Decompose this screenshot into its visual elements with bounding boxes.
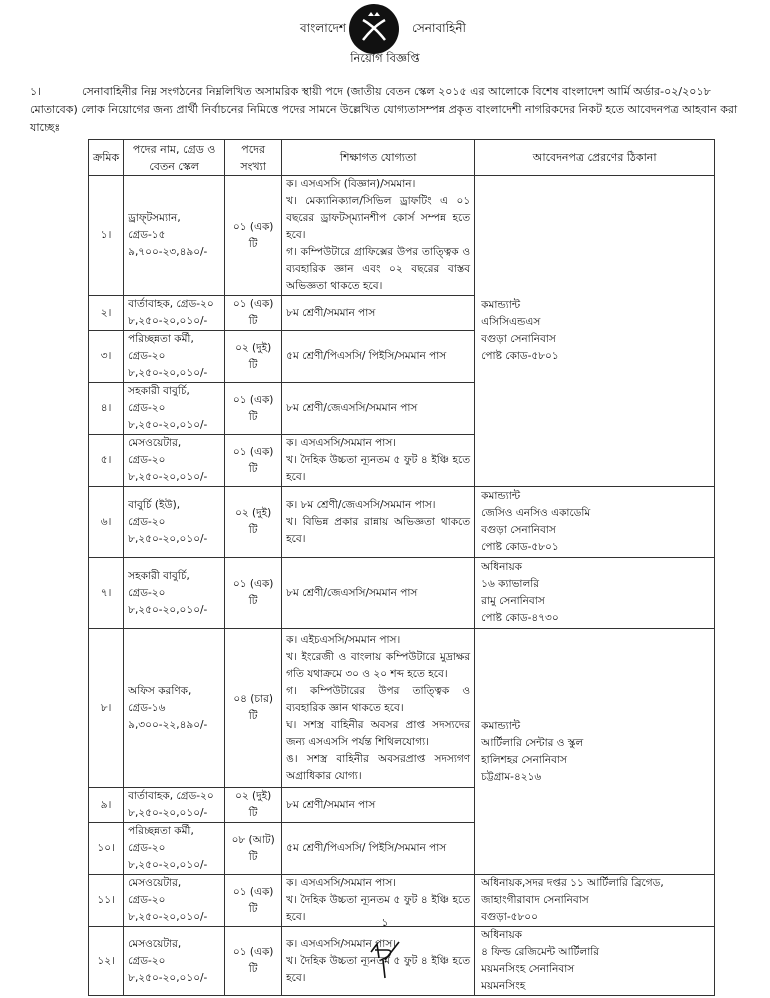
serial-cell <box>89 331 124 383</box>
post-name: মেসওয়েটার, গ্রেড-২০ <box>128 437 182 466</box>
table-row <box>89 176 715 296</box>
serial-number: ৭। <box>100 586 112 599</box>
post-count: ০১ (এক) টি <box>232 445 274 475</box>
qualification-cell <box>282 788 475 823</box>
serial-cell <box>89 788 124 823</box>
address-line: বগুড়া-৫৮০০ <box>481 911 538 923</box>
post-cell <box>124 823 225 875</box>
serial-cell <box>89 487 124 558</box>
qualification-cell <box>282 383 475 435</box>
address-cell <box>475 629 715 875</box>
qualification-item: ক। ৮ম শ্রেণী/জেএসসি/সমমান পাস। <box>286 498 436 511</box>
serial-number: ৫। <box>100 454 112 466</box>
address-line: ১৬ ক্যাভালরি <box>481 578 540 590</box>
serial-number: ২। <box>100 306 112 319</box>
header-serial: ক্রমিক <box>89 140 124 176</box>
header-address: আবেদনপত্র প্রেরণের ঠিকানা <box>475 140 715 176</box>
post-cell <box>124 176 225 296</box>
qualification-item: ক। এসএসসি/সমমান পাস। <box>286 877 397 889</box>
address-line: কমান্ড্যান্ট <box>481 719 521 732</box>
pay-scale: ৮,২৫০-২০,০১০/- <box>128 807 208 819</box>
address-line: পোষ্ট কোড-৪৭৩০ <box>481 612 559 624</box>
post-name: সহকারী বাবুর্চি, গ্রেড-২০ <box>128 569 190 599</box>
address-line: জেসিও এনসিও একাডেমি <box>481 507 591 519</box>
qualification-item: খ। বিভিন্ন প্রকার রান্নায় অভিজ্ঞতা থাকতে হবে। <box>286 515 471 545</box>
post-count: ০২ (দুই) টি <box>235 341 272 371</box>
address-line: অধিনায়ক <box>481 929 522 941</box>
pay-scale: ৯,৭০০-২৩,৪৯০/- <box>128 246 208 258</box>
qualification-item: ঙ। সশস্ত্র বাহিনীর অবসরপ্রাপ্ত সদস্যগণ অগ্রাধিকার যোগ্য। <box>286 752 471 782</box>
count-cell <box>225 823 282 875</box>
count-cell <box>225 331 282 383</box>
intro-number: ১। <box>30 85 42 98</box>
post-cell <box>124 558 225 629</box>
serial-number: ৩। <box>100 350 112 362</box>
address-line: পোষ্ট কোড-৫৮০১ <box>481 541 559 553</box>
address-line: অধিনায়ক <box>481 561 522 573</box>
qualification-cell <box>282 558 475 629</box>
post-cell <box>124 383 225 435</box>
army-emblem-icon <box>349 4 399 54</box>
count-cell <box>225 558 282 629</box>
qualification-cell <box>282 629 475 788</box>
table-row <box>89 629 715 788</box>
qualification-item: গ। কম্পিউটারের উপর তাত্ত্বিক ও ব্যবহারিক জ্ঞান থাকতে হবে। <box>286 684 471 714</box>
count-cell <box>225 629 282 788</box>
qualification-cell <box>282 435 475 487</box>
pay-scale: ৮,২৫০-২০,০১০/- <box>128 603 208 616</box>
address-line: হালিশহর সেনানিবাস <box>481 753 567 766</box>
serial-cell <box>89 927 124 996</box>
post-name: বার্তাবাহক, গ্রেড-২০ <box>128 298 214 310</box>
post-count: ০১ (এক) টি <box>232 946 274 975</box>
address-line: বগুড়া সেনানিবাস <box>481 524 556 536</box>
post-name: অফিস করণিক, গ্রেড-১৬ <box>128 684 192 714</box>
count-cell <box>225 176 282 296</box>
serial-cell <box>89 176 124 296</box>
post-cell <box>124 487 225 558</box>
qualification-cell <box>282 487 475 558</box>
address-line: কমান্ড্যান্ট <box>481 299 521 311</box>
serial-number: ৯। <box>100 798 112 811</box>
pay-scale: ৮,২৫০-২০,০১০/- <box>128 315 208 327</box>
post-count: ০১ (এক) টি <box>232 298 274 327</box>
post-count: ০১ (এক) টি <box>232 885 274 915</box>
post-name: ড্রাফ্‌টসম্যান, গ্রেড-১৫ <box>128 212 181 241</box>
address-line: অধিনায়ক,সদর দপ্তর ১১ আর্টিলারি ব্রিগেড, <box>481 877 664 889</box>
address-line: ৪ ফিল্ড রেজিমেন্ট আর্টিলারি <box>481 946 600 958</box>
signature-icon <box>365 932 405 982</box>
pay-scale: ৮,২৫০-২০,০১০/- <box>128 911 208 923</box>
serial-cell <box>89 558 124 629</box>
address-cell <box>475 487 715 558</box>
qualification-item: ৮ম শ্রেণী/সমমান পাস <box>286 306 376 319</box>
post-count: ০১ (এক) টি <box>232 578 274 607</box>
pay-scale: ৮,২৫০-২০,০১০/- <box>128 367 208 379</box>
address-line: এসিসিএন্ডএস <box>481 316 541 328</box>
header-post: পদের নাম, গ্রেড ও বেতন স্কেল <box>124 140 225 176</box>
post-cell <box>124 435 225 487</box>
qualification-item: ৫ম শ্রেণী/পিএসসি/ পিইসি/সমমান পাস <box>286 842 447 854</box>
qualification-item: খ। দৈহিক উচ্চতা ন্যূনতম ৫ ফুট ৪ ইঞ্চি হতে হবে। <box>286 894 471 923</box>
qualification-item: ক। এসএসসি/সমমান পাস। <box>286 937 397 950</box>
address-line: ময়মনসিংহ সেনানিবাস <box>481 963 575 975</box>
intro-text: সেনাবাহিনীর নিম্ন সংগঠনের নিম্নলিখিত অসামরিক স্থায়ী পদে (জাতীয় বেতন স্কেল ২০১৫ এর আলোকে বিশেষ বাংলাদেশ আর্মি অর্ডার-০২/২০১৮ মোতাবেক) লোক নিয়োগের জন্য প্রার্থী নির্বাচনের নিমিত্তে পদের সামনে উল্লেখিত যোগ্যতাসম্পন্ন প্রকৃত বাংলাদেশী নাগরিকদের নিকট হতে আবেদনপত্র আহবান করা যাচ্ছেঃ <box>30 85 738 134</box>
table-row <box>89 487 715 558</box>
qualification-item: ৫ম শ্রেণী/পিএসসি/ পিইসি/সমমান পাস <box>286 350 447 362</box>
address-line: জাহাংগীরাবাদ সেনানিবাস <box>481 894 589 906</box>
pay-scale: ৮,২৫০-২০,০১০/- <box>128 859 208 871</box>
post-count: ০২ (দুই) টি <box>235 790 272 819</box>
serial-number: ১০। <box>97 842 115 854</box>
qualification-item: ক। এইচএসসি/সমমান পাস। <box>286 633 401 646</box>
address-line: আর্টিলারি সেন্টার ও স্কুল <box>481 736 584 749</box>
post-cell <box>124 927 225 996</box>
pay-scale: ৮,২৫০-২০,০১০/- <box>128 532 208 545</box>
serial-number: ৪। <box>100 402 112 414</box>
address-line: রামু সেনানিবাস <box>481 595 545 607</box>
address-cell <box>475 176 715 487</box>
post-count: ০২ (দুই) টি <box>235 507 272 536</box>
qualification-item: ঘ। সশস্ত্র বাহিনীর অবসর প্রাপ্ত সদস্যদের জন্য এসএসসি পর্যন্ত শিথিলযোগ্য। <box>286 718 471 748</box>
qualification-cell <box>282 331 475 383</box>
header-count: পদের সংখ্যা <box>225 140 282 176</box>
address-line: চট্টগ্রাম-৪২১৬ <box>481 770 542 783</box>
post-cell <box>124 296 225 331</box>
qualification-cell <box>282 176 475 296</box>
qualification-item: খ। দৈহিক উচ্চতা ন্যূনতম ৫ ফুট ৪ ইঞ্চি হতে হবে। <box>286 954 471 984</box>
count-cell <box>225 487 282 558</box>
count-cell <box>225 296 282 331</box>
serial-number: ৮। <box>100 701 112 714</box>
post-cell <box>124 331 225 383</box>
count-cell <box>225 927 282 996</box>
serial-cell <box>89 383 124 435</box>
address-cell <box>475 927 715 996</box>
post-name: মেসওয়েটার, গ্রেড-২০ <box>128 937 182 967</box>
pay-scale: ৯,৩০০-২২,৪৯০/- <box>128 718 208 731</box>
post-name: বার্তাবাহক, গ্রেড-২০ <box>128 790 214 802</box>
qualification-item: ক। এসএসসি (বিজ্ঞান)/সমমান। <box>286 178 416 190</box>
qualification-item: ৮ম শ্রেণী/জেএসসি/সমমান পাস <box>286 586 418 599</box>
serial-cell <box>89 435 124 487</box>
address-line: ময়মনসিংহ <box>481 980 526 992</box>
address-cell <box>475 558 715 629</box>
post-count: ০১ (এক) টি <box>232 220 274 250</box>
header-left-text: বাংলাদেশ <box>300 21 346 35</box>
qualification-item: খ। মেক্যানিক্যাল/সিভিল ড্রাফটিং এ ০১ বছরের ড্রাফটস্‌ম্যানশীপ কোর্স সম্পন্ন হতে হবে। <box>286 195 471 241</box>
count-cell <box>225 383 282 435</box>
serial-number: ৬। <box>100 515 112 528</box>
header-qualification: শিক্ষাগত যোগ্যতা <box>282 140 475 176</box>
qualification-item: ৮ম শ্রেণী/জেএসসি/সমমান পাস <box>286 402 418 414</box>
qualification-cell <box>282 823 475 875</box>
post-name: বাবুর্চি (ইউ), গ্রেড-২০ <box>128 498 181 528</box>
address-line: বগুড়া সেনানিবাস <box>481 333 556 345</box>
post-count: ০৮ (আট) টি <box>231 833 275 863</box>
serial-number: ১১। <box>97 894 115 906</box>
count-cell <box>225 435 282 487</box>
table-row <box>89 558 715 629</box>
post-name: মেসওয়েটার, গ্রেড-২০ <box>128 877 182 906</box>
pay-scale: ৮,২৫০-২০,০১০/- <box>128 971 208 984</box>
post-cell <box>124 788 225 823</box>
pay-scale: ৮,২৫০-২০,০১০/- <box>128 471 208 483</box>
intro-paragraph <box>30 83 742 137</box>
qualification-item: খ। দৈহিক উচ্চতা ন্যূনতম ৫ ফুট ৪ ইঞ্চি হতে হবে। <box>286 454 471 483</box>
post-name: পরিচ্ছন্নতা কর্মী, গ্রেড-২০ <box>128 825 194 854</box>
qualification-item: গ। কম্পিউটারে গ্রাফিক্সের উপর তাত্ত্বিক ও ব্যবহারিক জ্ঞান এবং ০২ বছরের বাস্তব অভিজ্ঞতা থাকতে হবে। <box>286 246 471 292</box>
count-cell <box>225 788 282 823</box>
address-line: কমান্ড্যান্ট <box>481 490 521 502</box>
serial-cell <box>89 629 124 788</box>
serial-cell <box>89 296 124 331</box>
page-title: নিয়োগ বিজ্ঞপ্তি <box>350 51 420 65</box>
qualification-item: ক। এসএসসি/সমমান পাস। <box>286 437 397 449</box>
qualification-item: খ। ইংরেজী ও বাংলায় কম্পিউটারে মুদ্রাক্ষর গতি যথাক্রমে ৩০ ও ২০ শব্দ হতে হবে। <box>286 650 471 680</box>
serial-cell <box>89 823 124 875</box>
recruitment-table <box>88 139 715 996</box>
post-cell <box>124 629 225 788</box>
post-count: ০১ (এক) টি <box>232 393 274 423</box>
qualification-cell <box>282 296 475 331</box>
post-name: সহকারী বাবুর্চি, গ্রেড-২০ <box>128 385 190 414</box>
serial-number: ১। <box>100 229 112 241</box>
post-name: পরিচ্ছন্নতা কর্মী, গ্রেড-২০ <box>128 333 194 362</box>
address-line: পোষ্ট কোড-৫৮০১ <box>481 350 559 362</box>
post-count: ০৪ (চার) টি <box>233 693 273 722</box>
page-number: ১ <box>381 916 389 929</box>
qualification-item: ৮ম শ্রেণী/সমমান পাস <box>286 798 376 811</box>
pay-scale: ৮,২৫০-২০,০১০/- <box>128 419 208 431</box>
serial-number: ১২। <box>97 954 115 967</box>
header-right-text: সেনাবাহিনী <box>412 21 466 35</box>
